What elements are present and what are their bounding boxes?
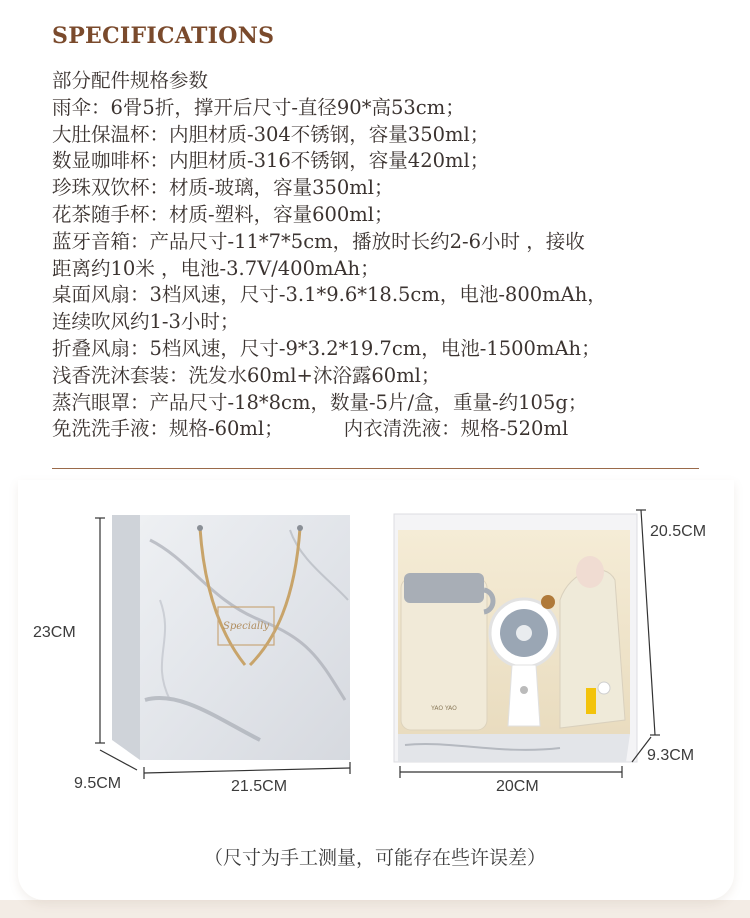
thermos-brand: YAO YAO xyxy=(431,705,457,712)
bag-width-label: 21.5CM xyxy=(231,778,288,795)
bag-depth-label: 9.5CM xyxy=(74,775,122,792)
measurement-note: （尺寸为手工测量，可能存在些许误差） xyxy=(203,847,546,869)
spec-desk-fan-line1: 桌面风扇：3档风速，尺寸-3.1*9.6*18.5cm，电池-800mAh， xyxy=(52,283,607,307)
box-width-label: 20CM xyxy=(496,778,539,795)
spec-tea-cup: 花茶随手杯：材质-塑料，容量600ml； xyxy=(52,202,394,226)
spec-bath-set: 浅香洗沐套装：洗发水60ml+沐浴露60ml； xyxy=(52,363,441,387)
spec-eye-mask: 蒸汽眼罩：产品尺寸-18*8cm，数量-5片/盒，重量-约105g； xyxy=(52,390,588,414)
spec-umbrella: 雨伞：6骨5折，撑开后尺寸-直径90*高53cm； xyxy=(52,95,465,119)
spec-thermos: 大肚保温杯：内胆材质-304不锈钢，容量350ml； xyxy=(52,122,490,146)
gift-bag-image xyxy=(112,515,350,760)
spec-heading: 部分配件规格参数 xyxy=(52,69,209,92)
spec-coffee-cup: 数显咖啡杯：内胆材质-316不锈钢，容量420ml； xyxy=(52,149,490,173)
spec-hand-sanitizer: 免洗洗手液：规格-60ml； xyxy=(52,417,284,441)
bag-tag-text: Specially xyxy=(223,621,269,632)
spec-speaker-line2: 距离约10米 ，电池-3.7V/400mAh； xyxy=(52,256,380,280)
gift-box-image xyxy=(394,514,637,762)
spec-laundry-liquid: 内衣清洗液：规格-520ml xyxy=(343,417,569,441)
spec-folding-fan: 折叠风扇：5档风速，尺寸-9*3.2*19.7cm，电池-1500mAh； xyxy=(52,336,601,360)
thermos-lid xyxy=(404,573,484,603)
spec-pearl-cup: 珍珠双饮杯：材质-玻璃，容量350ml； xyxy=(52,176,394,200)
box-depth-label: 9.3CM xyxy=(647,747,695,764)
box-height-label: 20.5CM xyxy=(650,523,707,540)
section-title: SPECIFICATIONS xyxy=(52,23,275,49)
spec-desk-fan-line2: 连续吹风约1-3小时； xyxy=(52,310,240,334)
spec-speaker-line1: 蓝牙音箱：产品尺寸-11*7*5cm，播放时长约2-6小时 ，接收 xyxy=(52,229,585,253)
bag-height-label: 23CM xyxy=(33,624,76,641)
